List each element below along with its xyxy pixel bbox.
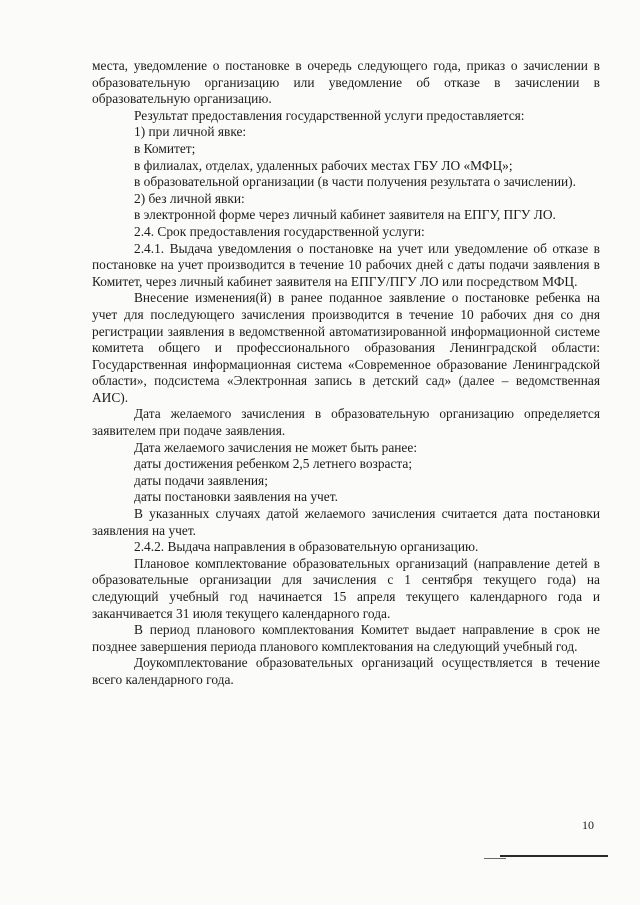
paragraph-3: 1) при личной явке: — [134, 124, 247, 140]
paragraph-14: даты достижения ребенком 2,5 летнего возраста; — [134, 456, 413, 472]
paragraph-19: Плановое комплектование образовательных организаций (направление детей в образовательные организации для зачисления с 1 сентября текущего года) на следующий учебный год начинается 15 апреля текущего календарного года и заканчивается 31 июля текущего календарного года. — [92, 555, 600, 621]
footer-rule — [500, 855, 608, 857]
paragraph-11: Внесение изменения(й) в ранее поданное заявление о постановке ребенка на учет для последующего зачисления производится в течение 10 рабочих дня со дня регистрации заявления в ведомственной автоматизированной информационной системе комитета общего и профессионального образования Ленинградской области: Государственная информационная система «Современное образование Ленинградской области», подсистема «Электронная запись в детский сад» (далее – ведомственная АИС). — [92, 290, 600, 405]
paragraph-21: Доукомплектование образовательных организаций осуществляется в течение всего календарного года. — [92, 655, 600, 687]
paragraph-1: места, уведомление о постановке в очередь следующего года, приказ о зачислении в образовательную организацию или уведомление об отказе в зачислении в образовательную организацию. — [92, 58, 600, 107]
paragraph-8: в электронной форме через личный кабинет заявителя на ЕПГУ, ПГУ ЛО. — [134, 207, 556, 223]
paragraph-17: В указанных случаях датой желаемого зачисления считается дата постановки заявления на учет. — [92, 506, 600, 538]
document-body — [92, 58, 600, 689]
paragraph-13: Дата желаемого зачисления не может быть ранее: — [134, 439, 418, 455]
paragraph-15: даты подачи заявления; — [134, 472, 268, 488]
page-number: 10 — [582, 818, 594, 832]
paragraph-4: в Комитет; — [134, 140, 196, 156]
footer-rule-tail — [484, 858, 506, 859]
paragraph-10: 2.4.1. Выдача уведомления о постановке на учет или уведомление об отказе в постановке на учет производится в течение 10 рабочих дней с даты подачи заявления в Комитет, через личный кабинет заявителя на ЕПГУ/ПГУ ЛО или посредством МФЦ. — [92, 240, 600, 289]
paragraph-9: 2.4. Срок предоставления государственной услуги: — [134, 223, 425, 239]
paragraph-6: в образовательной организации (в части получения результата о зачислении). — [134, 174, 576, 190]
paragraph-18: 2.4.2. Выдача направления в образовательную организацию. — [134, 539, 479, 555]
paragraph-5: в филиалах, отделах, удаленных рабочих местах ГБУ ЛО «МФЦ»; — [134, 157, 513, 173]
paragraph-2: Результат предоставления государственной услуги предоставляется: — [134, 107, 525, 123]
paragraph-20: В период планового комплектования Комитет выдает направление в срок не позднее завершения периода планового комплектования на следующий учебный год. — [92, 622, 600, 654]
paragraph-7: 2) без личной явки: — [134, 190, 245, 206]
paragraph-12: Дата желаемого зачисления в образовательную организацию определяется заявителем при подаче заявления. — [92, 406, 600, 439]
paragraph-16: даты постановки заявления на учет. — [134, 489, 338, 505]
